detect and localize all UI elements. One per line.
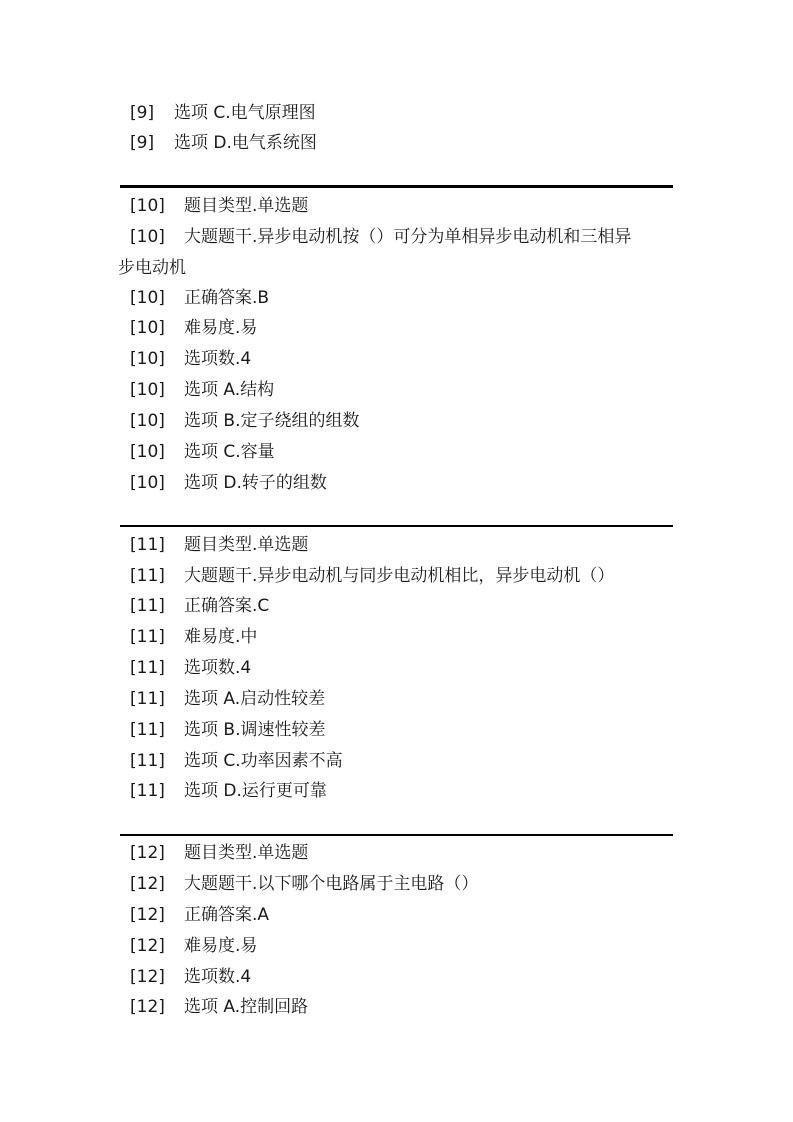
q9-option-c-line xyxy=(130,103,316,123)
option-c-text: 选项 C.容量 xyxy=(184,442,275,462)
option-c-text: 选项 C.功率因素不高 xyxy=(184,751,343,771)
question-stem-text: 大题题干.异步电动机按（）可分为单相异步电动机和三相异 xyxy=(184,227,632,247)
difficulty-text: 难易度.易 xyxy=(184,936,258,956)
correct-answer-text: 正确答案.C xyxy=(184,596,270,616)
q10-option-d-line xyxy=(130,473,327,493)
q12-type-line xyxy=(130,843,309,863)
q10-difficulty-line xyxy=(130,318,258,338)
question-number: [11] xyxy=(130,658,165,678)
question-stem-text: 大题题干.以下哪个电路属于主电路（） xyxy=(184,874,479,894)
question-type-text: 题目类型.单选题 xyxy=(184,843,309,863)
question-number: [11] xyxy=(130,781,165,801)
q12-difficulty-line xyxy=(130,936,258,956)
question-type-text: 题目类型.单选题 xyxy=(184,535,309,555)
question-number: [9] xyxy=(130,133,155,153)
option-a-text: 选项 A.结构 xyxy=(184,380,275,400)
question-number: [11] xyxy=(130,751,165,771)
question-number: [11] xyxy=(130,535,165,555)
q12-option-count-line xyxy=(130,967,252,987)
q11-answer-line xyxy=(130,596,270,616)
question-number: [10] xyxy=(130,318,165,338)
option-a-text: 选项 A.启动性较差 xyxy=(184,689,326,709)
q11-option-a-line xyxy=(130,689,326,709)
option-b-text: 选项 B.定子绕组的组数 xyxy=(184,411,360,431)
option-c-text: 选项 C.电气原理图 xyxy=(174,103,316,123)
question-number: [12] xyxy=(130,843,165,863)
q10-option-b-line xyxy=(130,411,360,431)
correct-answer-text: 正确答案.B xyxy=(184,288,270,308)
difficulty-text: 难易度.易 xyxy=(184,318,258,338)
option-count-text: 选项数.4 xyxy=(184,967,252,987)
q10-type-line xyxy=(130,196,309,216)
question-number: [10] xyxy=(130,196,165,216)
q10-stem-continuation: 步电动机 xyxy=(118,258,186,278)
question-number: [11] xyxy=(130,566,165,586)
question-number: [10] xyxy=(130,442,165,462)
question-type-text: 题目类型.单选题 xyxy=(184,196,309,216)
section-divider xyxy=(120,834,673,836)
difficulty-text: 难易度.中 xyxy=(184,627,258,647)
q11-type-line xyxy=(130,535,309,555)
question-number: [10] xyxy=(130,473,165,493)
q11-difficulty-line xyxy=(130,627,258,647)
q10-answer-line xyxy=(130,288,270,308)
correct-answer-text: 正确答案.A xyxy=(184,905,270,925)
question-number: [12] xyxy=(130,874,165,894)
option-a-text: 选项 A.控制回路 xyxy=(184,997,309,1017)
question-number: [9] xyxy=(130,103,155,123)
question-stem-text: 大题题干.异步电动机与同步电动机相比，异步电动机（） xyxy=(184,566,615,586)
q11-stem-line xyxy=(130,566,615,586)
question-number: [12] xyxy=(130,936,165,956)
question-number: [11] xyxy=(130,627,165,647)
q11-option-d-line xyxy=(130,781,327,801)
question-number: [12] xyxy=(130,967,165,987)
q11-option-b-line xyxy=(130,720,326,740)
question-number: [11] xyxy=(130,689,165,709)
question-number: [10] xyxy=(130,227,165,247)
question-number: [11] xyxy=(130,596,165,616)
q12-stem-line xyxy=(130,874,479,894)
question-number: [10] xyxy=(130,380,165,400)
question-number: [10] xyxy=(130,349,165,369)
section-divider xyxy=(120,185,673,188)
question-number: [10] xyxy=(130,411,165,431)
q10-stem-line xyxy=(130,227,632,247)
section-divider xyxy=(120,525,673,527)
question-number: [10] xyxy=(130,288,165,308)
question-number: [12] xyxy=(130,905,165,925)
q10-option-c-line xyxy=(130,442,275,462)
question-number: [11] xyxy=(130,720,165,740)
option-b-text: 选项 B.调速性较差 xyxy=(184,720,326,740)
q11-option-c-line xyxy=(130,751,343,771)
q9-option-d-line xyxy=(130,133,317,153)
question-number: [12] xyxy=(130,997,165,1017)
option-d-text: 选项 D.电气系统图 xyxy=(174,133,317,153)
option-count-text: 选项数.4 xyxy=(184,658,252,678)
option-count-text: 选项数.4 xyxy=(184,349,252,369)
q12-option-a-line xyxy=(130,997,309,1017)
q11-option-count-line xyxy=(130,658,252,678)
q10-option-count-line xyxy=(130,349,252,369)
q12-answer-line xyxy=(130,905,270,925)
option-d-text: 选项 D.运行更可靠 xyxy=(184,781,327,801)
q10-option-a-line xyxy=(130,380,275,400)
option-d-text: 选项 D.转子的组数 xyxy=(184,473,327,493)
